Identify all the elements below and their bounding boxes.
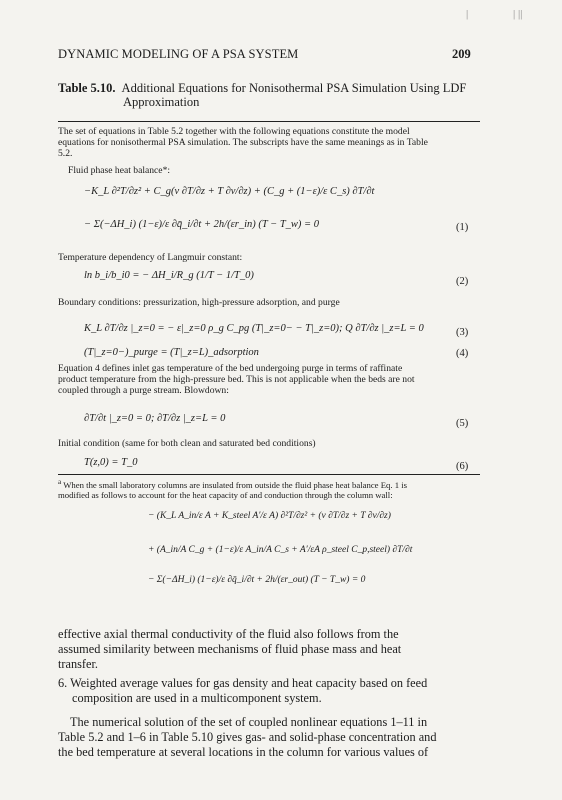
body-line: the bed temperature at several locations in the column for various values of (58, 745, 429, 759)
table-title-line1: Additional Equations for Nonisothermal PSA Simulation Using LDF (121, 81, 467, 95)
equation-1-line-2: − Σ(−ΔH_i) (1−ε)/ε ∂q̄_i/∂t + 2h/(εr_in) (T − T_w) = 0 (84, 219, 320, 230)
intro-text (58, 126, 478, 159)
body-paragraph-1 (58, 627, 478, 672)
section-fluid-heat: Fluid phase heat balance*: (68, 165, 171, 176)
body-line: composition are used in a multicomponent system. (72, 691, 322, 705)
footnote-marker: a (58, 478, 62, 486)
footnote-text: When the small laboratory columns are insulated from outside the fluid phase heat balance Eq. 1 is (63, 479, 408, 490)
intro-line: equations for nonisothermal PSA simulation. The subscripts have the same meanings as in Table (58, 137, 428, 148)
note-line: Equation 4 defines inlet gas temperature of the bed undergoing purge in terms of raffinate (58, 363, 403, 374)
section-initial: Initial condition (same for both clean and saturated bed conditions) (58, 438, 316, 449)
equation-5: ∂T/∂t |_z=0 = 0; ∂T/∂z |_z=L = 0 (84, 413, 226, 424)
running-title: DYNAMIC MODELING OF A PSA SYSTEM (58, 47, 299, 61)
note-line: coupled through a purge stream. Blowdown: (58, 385, 229, 396)
table-title (58, 81, 478, 109)
section-langmuir: Temperature dependency of Langmuir constant: (58, 252, 243, 263)
equation-number-5: (5) (456, 418, 469, 429)
intro-line: The set of equations in Table 5.2 together with the following equations constitute the model (58, 126, 410, 137)
footnote-line: modified as follows to account for the heat capacity of and conduction through the column wall: (58, 489, 393, 500)
section-boundary: Boundary conditions: pressurization, high-pressure adsorption, and purge (58, 297, 340, 308)
equation-number-2: (2) (456, 276, 469, 287)
note-line: product temperature from the high-pressure bed. This is not applicable when the beds are not (58, 374, 415, 385)
equation-number-6: (6) (456, 461, 469, 472)
body-line: effective axial thermal conductivity of the fluid also follows from the (58, 627, 399, 641)
footnote-equation-line-2: + (A_in/A C_g + (1−ε)/ε A_in/A C_s + A′/εA ρ_steel C_p,steel) ∂T/∂t (148, 545, 413, 555)
footnote-equation-line-3: − Σ(−ΔH_i) (1−ε)/ε ∂q̄_i/∂t + 2h/(εr_out) (T − T_w) = 0 (148, 575, 366, 585)
table-title-line2: Approximation (123, 95, 200, 109)
equation-number-3: (3) (456, 327, 469, 338)
footnote-equation-line-1: − (K_L A_in/ε A + K_steel A′/ε A) ∂²T/∂z² + (v ∂T/∂z + T ∂v/∂z) (148, 511, 391, 521)
body-line: Table 5.2 and 1–6 in Table 5.10 gives gas- and solid-phase concentration and (58, 730, 437, 744)
equation-4: (T|_z=0−)_purge = (T|_z=L)_adsorption (84, 347, 259, 358)
table-label: Table 5.10. (58, 81, 116, 95)
crop-mark-left: | (466, 8, 469, 20)
body-line: 6. Weighted average values for gas density and heat capacity based on feed (58, 676, 428, 690)
table-top-rule (58, 121, 480, 122)
list-item-6 (58, 676, 478, 706)
table-footnote (58, 477, 478, 500)
equation-3: K_L ∂T/∂z |_z=0 = − ε|_z=0 ρ_g C_pg (T|_z=0− − T|_z=0); Q ∂T/∂z |_z=L = 0 (84, 323, 424, 334)
equation-number-4: (4) (456, 348, 469, 359)
intro-line: 5.2. (58, 148, 73, 159)
page-number: 209 (452, 47, 471, 61)
equation-number-1: (1) (456, 222, 469, 233)
body-line: transfer. (58, 657, 98, 671)
body-line: The numerical solution of the set of coupled nonlinear equations 1–11 in (70, 715, 428, 729)
equation-6: T(z,0) = T_0 (84, 457, 138, 468)
footnote-line (58, 477, 478, 490)
equation-4-note (58, 363, 478, 396)
equation-2: ln b_i/b_i0 = − ΔH_i/R_g (1/T − 1/T_0) (84, 270, 254, 281)
crop-mark-right: | || (513, 8, 523, 20)
body-line: assumed similarity between mechanisms of fluid phase mass and heat (58, 642, 402, 656)
body-paragraph-2 (58, 715, 478, 760)
table-footnote-rule (58, 474, 480, 475)
equation-1-line-1: −K_L ∂²T/∂z² + C_g(v ∂T/∂z + T ∂v/∂z) + (C_g + (1−ε)/ε C_s) ∂T/∂t (84, 186, 375, 197)
